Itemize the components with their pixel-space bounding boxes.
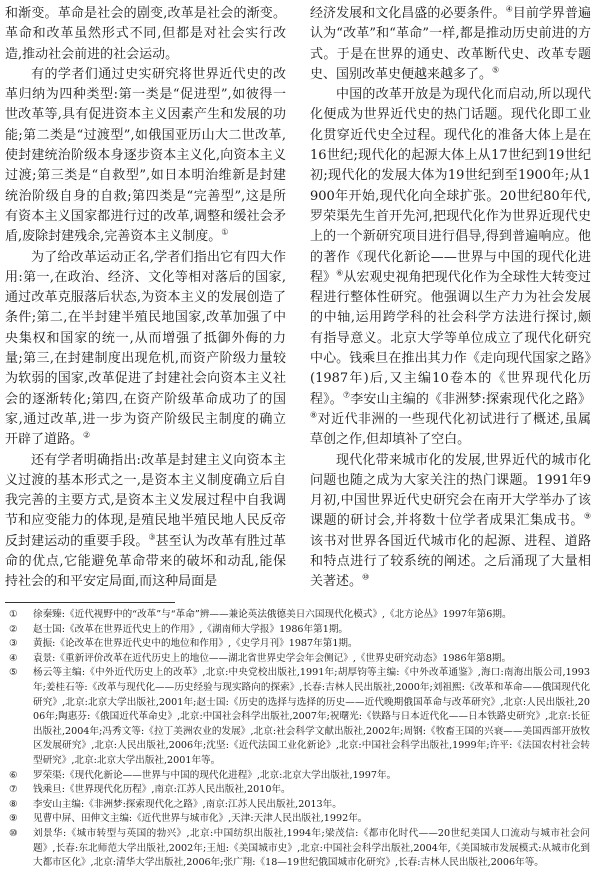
footnote-number: ⑩ — [9, 827, 18, 839]
footnote-ref[interactable]: ④ — [505, 4, 513, 14]
footnote-text: 徐秦臻:《近代视野中的“改革”与“革命”辨——兼论英法俄德美日六国现代化模式》,《北方论丛》1997年第6期。 — [33, 609, 512, 620]
paragraph — [5, 4, 286, 65]
left-column — [5, 4, 286, 593]
footnote-number: ⑦ — [9, 784, 18, 796]
footnote-ref[interactable]: ③ — [148, 532, 156, 542]
footnote — [5, 666, 590, 768]
paragraph-text: 对近代非洲的一些现代化初试进行了概述,虽属草创之作,但却填补了空白。 — [310, 411, 591, 448]
paragraph-text: 有的学者们通过史实研究将世界近代史的改革归纳为四种类型:第一类是“促进型”,如彼得一世改革等,具有促进资本主义因素产生和发展的功能;第二类是“过渡型”,如俄国亚历山大二世改革,使封建统治阶级本身逐步资本主义化,向资本主义过渡;第三类是“自救型”,如日本明治维新是封建统治阶级自身的自救;第四类是“完善型”,这是所有资本主义国家都进行过的改革,调整和缓社会矛盾,废除封建残余,完善资本主义制度。 — [5, 66, 286, 245]
footnote-number: ③ — [9, 638, 18, 650]
paragraph-text: 从宏观史视角把现代化作为全球性大转变过程进行整体性研究。他强调以生产力为社会发展的中轴,运用跨学科的社会科学方法进行探讨,颇有指导意义。北京大学等单位成立了现代化研究中心。钱乘旦在推出其力作《走向现代国家之路》(1987年)后,又主编10卷本的《世界现代化历程》。 — [310, 269, 591, 407]
footnote — [5, 812, 590, 827]
footnote-ref[interactable]: ① — [221, 227, 229, 237]
footnote-ref[interactable]: ⑦ — [342, 390, 351, 400]
footnote — [5, 783, 590, 798]
paragraph-text: 甚至认为改革有胜过革命的优点,它能避免革命带来的破坏和动乱,能保持社会的和平安定局面,而这种局面是 — [5, 533, 286, 590]
footnote-ref[interactable]: ⑥ — [336, 268, 344, 278]
footnote-text: 见曹中屏、田伸文主编:《近代世界与城市化》,天津:天津人民出版社,1992年。 — [33, 813, 368, 825]
paragraph-text: 该书对世界各国近代城市化的起源、进程、道路和特点进行了较系统的阐述。之后涌现了大量相关著述。 — [310, 533, 591, 590]
footnote-ref[interactable]: ② — [83, 430, 91, 440]
paragraph-text: 还有学者明确指出:改革是封建主义向资本主义过渡的基本形式之一,是资本主义制度确立后自我完善的主要方式,是资本主义发展过程中自我调节和应变能力的体现,是殖民地半殖民地人民反帝反封建运动的重要手段。 — [5, 452, 286, 549]
paragraph-text: 经济发展和文化昌盛的必要条件。 — [310, 6, 506, 21]
footnote-divider — [5, 602, 175, 603]
footnotes — [5, 608, 590, 871]
footnote-ref[interactable]: ⑨ — [583, 512, 591, 522]
footnote-number: ⑤ — [9, 667, 18, 679]
footnote-ref[interactable]: ⑤ — [492, 65, 500, 75]
paragraph — [310, 85, 591, 450]
footnote-text: 袁景:《重新评价改革在近代历史上的地位——湖北省世界史学会年会侧记》,《世界史研究动态》1986年第8期。 — [33, 652, 512, 664]
footnote — [5, 608, 590, 623]
footnote — [5, 637, 590, 652]
footnote-number: ⑨ — [9, 813, 18, 825]
paragraph-text: 中国的改革开放是为现代化而启动,所以现代化便成为世界近代史的热门话题。现代化即工业化贯穿近代史全过程。现代化的准备大体上是在16世纪;现代化的起源大体上从17世纪到19世纪初;现代化的发展大体为19世纪到至1900年;从1900年开始,现代化向全球扩张。20世纪80年代,罗荣渠先生首开先河,把现代化作为世界近现代史上的一个新研究项目进行倡导,得到普遍响应。他的著作《现代化新论——世界与中国的现代化进程》 — [310, 87, 591, 285]
footnote-number: ① — [9, 609, 18, 620]
paragraph-text: 目前学界普遍认为“改革”和“革命”一样,都是推动历史前进的方式。于是在世界的通史、改革断代史、改革专题史、国别改革史便越来越多了。 — [310, 6, 591, 82]
paragraph-text: 为了给改革运动正名,学者们指出它有四大作用:第一,在政治、经济、文化等相对落后的国家,通过改革克服落后状态,为资本主义的发展创造了条件;第二,在半封建半殖民地国家,改革加强了中央集权和国家的统一,从而增强了抵御外侮的力量;第三,在封建制度出现危机,而资产阶级力量较为软弱的国家,改革促进了封建社会向资本主义社会的逐渐转化;第四,在资产阶级革命成功了的国家,通过改革,进一步为资产阶级民主制度的确立开辟了道路。 — [5, 249, 286, 448]
footnote — [5, 827, 590, 871]
paragraph-text: 李安山主编的《非洲梦:探索现代化之路》 — [350, 391, 591, 407]
footnote-text: 黄振:《论改革在世界近代史中的地位和作用》,《史学月刊》1987年第1期。 — [33, 638, 358, 650]
paragraph — [310, 451, 591, 593]
footnote — [5, 769, 590, 784]
footnote-text: 赵士国:《改革在世界近代史上的作用》,《湖南师大学报》1986年第1期。 — [33, 623, 349, 635]
paragraph — [310, 4, 591, 85]
footnote-text: 钱乘旦:《世界现代化历程》,南京:江苏人民出版社,2010年。 — [33, 784, 291, 796]
footnote-ref[interactable]: ⑧ — [310, 410, 318, 420]
footnote-number: ④ — [9, 652, 18, 664]
footnote-number: ② — [9, 623, 18, 635]
paragraph — [5, 451, 286, 593]
footnote — [5, 623, 590, 638]
footnote — [5, 798, 590, 813]
paragraph — [5, 65, 286, 248]
footnote-text: 罗荣渠:《现代化新论——世界与中国的现代化进程》,北京:北京大学出版社,1997年。 — [33, 769, 397, 781]
paragraph — [5, 248, 286, 451]
footnote-number: ⑧ — [9, 798, 18, 810]
footnote-number: ⑥ — [9, 769, 18, 781]
footnote-text: 杨云等主编:《中外近代历史上的改革》,北京:中央党校出版社,1991年;胡厚钧等主编:《中外改革通鉴》,海口:南海出版公司,1993年;姜桂石等:《改革与现代化——历史经验与现实路向的探索》,长春:吉林人民出版社,2000年;刘祖熙:《改革和革命——俄国现代化研究》,北京:北京大学出版社,2001年;赵士国:《历史的选择与选择的历史——近代晚期俄国革命与改革研究》,北京:人民出版社,2006年;陶惠芬:《俄国近代革命史》,北京:中国社会科学出版社,2007年;祝曙光:《铁路与日本近代化——日本铁路史研究》,北京:长征出版社,2004年;冯秀文等:《拉丁美洲农业的发展》,北京:社会科学文献出版社,2002年;周钢:《牧畜王国的兴衰——美国西部开放牧区发展研究》,北京:人民出版社,2006年;沈坚:《近代法国工业化新论》,北京:中国社会科学出版社,1999年;许平:《法国农村社会转型研究》,北京:北京大学出版社,2001年等。 — [33, 667, 590, 766]
footnote-ref[interactable]: ⑩ — [362, 572, 370, 582]
footnote — [5, 652, 590, 667]
footnote-text: 李安山主编:《非洲梦:探索现代化之路》,南京:江苏人民出版社,2013年。 — [33, 798, 342, 810]
paragraph-text: 和渐变。革命是社会的剧变,改革是社会的渐变。革命和改革虽然形式不同,但都是对社会实行改造,推动社会前进的社会运动。 — [5, 6, 286, 62]
paragraph-text: 现代化带来城市化的发展,世界近代的城市化问题也随之成为大家关注的热门课题。1991年9月初,中国世界近代史研究会在南开大学举办了该课题的研讨会,并将数十位学者成果汇集成书。 — [310, 452, 591, 529]
right-column — [310, 4, 591, 593]
footnote-text: 刘景华:《城市转型与英国的勃兴》,北京:中国纺织出版社,1994年;梁茂信:《都市化时代——20世纪美国人口流动与城市社会问题》,长春:东北师范大学出版社,2002年;王旭:《美国城市史》,北京:中国社会科学出版社,2004年,《美国城市发展模式:从城市化到大都市区化》,北京:清华大学出版社,2006年;张广翔:《18—19世纪俄国城市化研究》,长春:吉林人民出版社,2006年等。 — [33, 827, 590, 869]
